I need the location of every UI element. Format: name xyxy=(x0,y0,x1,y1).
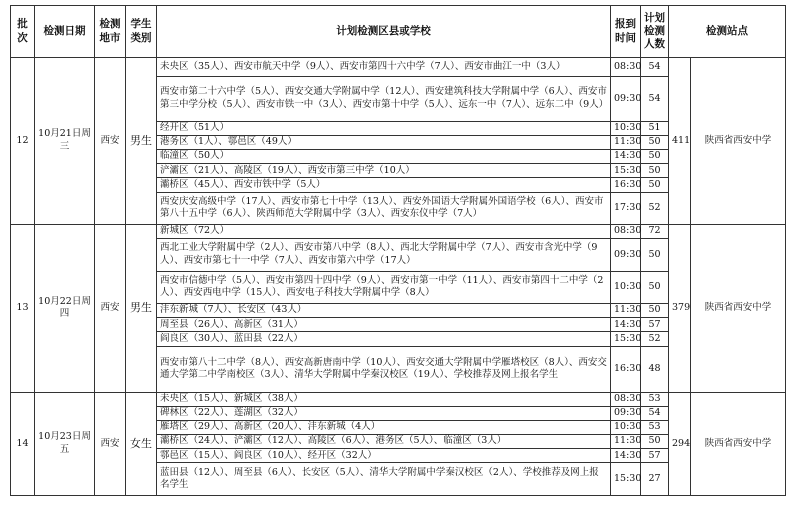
report-time: 16:30 xyxy=(611,346,641,392)
report-time: 14:30 xyxy=(611,449,641,463)
schools-cell: 港务区（1人）、鄠邑区（49人） xyxy=(157,135,611,149)
batch-city: 西安 xyxy=(95,58,126,225)
report-time: 11:30 xyxy=(611,435,641,449)
schools-cell: 浐灞区（21人）、高陵区（19人）、西安市第三中学（10人） xyxy=(157,164,611,178)
report-time: 16:30 xyxy=(611,178,641,192)
schools-cell: 西安庆安高级中学（17人）、西安市第七十中学（13人）、西安外国语大学附属外国语学校（6人）、西安市第八十五中学（6人）、陕西师范大学附属中学（3人）、西安东仪中学（7人） xyxy=(157,192,611,224)
header-station: 检测站点 xyxy=(669,6,786,58)
schools-cell: 灞桥区（24人）、浐灞区（12人）、高陵区（6人）、港务区（5人）、临潼区（3人） xyxy=(157,435,611,449)
batch-category: 女生 xyxy=(126,392,157,495)
schools-cell: 碑林区（22人）、莲湖区（32人） xyxy=(157,406,611,420)
schools-cell: 周至县（26人）、高新区（31人） xyxy=(157,318,611,332)
report-time: 09:30 xyxy=(611,406,641,420)
report-time: 10:30 xyxy=(611,420,641,434)
planned-count: 50 xyxy=(641,150,669,164)
report-time: 15:30 xyxy=(611,164,641,178)
planned-count: 52 xyxy=(641,332,669,346)
report-time: 09:30 xyxy=(611,76,641,121)
planned-count: 50 xyxy=(641,435,669,449)
batch-category: 男生 xyxy=(126,58,157,225)
report-time: 08:30 xyxy=(611,58,641,77)
batch-date: 10月23日周五 xyxy=(35,392,95,495)
report-time: 10:30 xyxy=(611,121,641,135)
schools-cell: 西安市信德中学（5人）、西安市第四十四中学（9人）、西安市第一中学（11人）、西安市第四十二中学（2人）、西安西电中学（15人）、西安电子科技大学附属中学（8人） xyxy=(157,271,611,303)
batch-number: 12 xyxy=(11,58,35,225)
header-city: 检测地市 xyxy=(95,6,126,58)
schools-cell: 未央区（15人）、新城区（38人） xyxy=(157,392,611,406)
batch-total: 411 xyxy=(669,58,691,225)
report-time: 14:30 xyxy=(611,318,641,332)
schools-cell: 阎良区（30人）、蓝田县（22人） xyxy=(157,332,611,346)
report-time: 14:30 xyxy=(611,150,641,164)
table-row xyxy=(11,392,786,406)
planned-count: 50 xyxy=(641,239,669,271)
schools-cell: 灞桥区（45人）、西安市铁中学（5人） xyxy=(157,178,611,192)
schools-cell: 西安市第二十六中学（5人）、西安交通大学附属中学（12人）、西安建筑科技大学附属中学（6人）、西安市第三中学分校（5人）、西安市铁一中（3人）、西安市第十中学（5人）、远东一中（7人）、远东二中（9人） xyxy=(157,76,611,121)
header-date: 检测日期 xyxy=(35,6,95,58)
header-planned: 计划检测人数 xyxy=(641,6,669,58)
planned-count: 53 xyxy=(641,420,669,434)
schedule-table xyxy=(10,5,786,496)
batch-total: 379 xyxy=(669,225,691,393)
planned-count: 72 xyxy=(641,225,669,239)
table-row xyxy=(11,225,786,239)
planned-count: 50 xyxy=(641,271,669,303)
header-batch: 批次 xyxy=(11,6,35,58)
schools-cell: 西北工业大学附属中学（2人）、西安市第八中学（8人）、西北大学附属中学（7人）、西安市含光中学（9人）、西安市第七十一中学（7人）、西安市第六中学（17人） xyxy=(157,239,611,271)
report-time: 17:30 xyxy=(611,192,641,224)
report-time: 11:30 xyxy=(611,135,641,149)
schools-cell: 未央区（35人）、西安市航天中学（9人）、西安市第四十六中学（7人）、西安市曲江一中（3人） xyxy=(157,58,611,77)
planned-count: 57 xyxy=(641,318,669,332)
planned-count: 50 xyxy=(641,304,669,318)
batch-date: 10月21日周三 xyxy=(35,58,95,225)
batch-number: 13 xyxy=(11,225,35,393)
report-time: 09:30 xyxy=(611,239,641,271)
header-row xyxy=(11,6,786,58)
header-time: 报到时间 xyxy=(611,6,641,58)
batch-number: 14 xyxy=(11,392,35,495)
planned-count: 52 xyxy=(641,192,669,224)
report-time: 10:30 xyxy=(611,271,641,303)
planned-count: 54 xyxy=(641,406,669,420)
report-time: 08:30 xyxy=(611,225,641,239)
report-time: 15:30 xyxy=(611,463,641,496)
batch-city: 西安 xyxy=(95,392,126,495)
report-time: 15:30 xyxy=(611,332,641,346)
schools-cell: 临潼区（50人） xyxy=(157,150,611,164)
schools-cell: 沣东新城（7人）、长安区（43人） xyxy=(157,304,611,318)
report-time: 08:30 xyxy=(611,392,641,406)
schools-cell: 蓝田县（12人）、周至县（6人）、长安区（5人）、清华大学附属中学秦汉校区（2人）、学校推荐及网上报名学生 xyxy=(157,463,611,496)
schools-cell: 西安市第八十二中学（8人）、西安高新唐南中学（10人）、西安交通大学附属中学雁塔校区（8人）、西安交通大学第二中学南校区（3人）、清华大学附属中学秦汉校区（19人）、学校推荐及网上报名学生 xyxy=(157,346,611,392)
header-schools: 计划检测区县或学校 xyxy=(157,6,611,58)
batch-city: 西安 xyxy=(95,225,126,393)
schools-cell: 新城区（72人） xyxy=(157,225,611,239)
planned-count: 51 xyxy=(641,121,669,135)
planned-count: 54 xyxy=(641,76,669,121)
batch-total: 294 xyxy=(669,392,691,495)
batch-station: 陕西省西安中学 xyxy=(691,392,786,495)
planned-count: 57 xyxy=(641,449,669,463)
schools-cell: 鄠邑区（15人）、阎良区（10人）、经开区（32人） xyxy=(157,449,611,463)
table-row xyxy=(11,58,786,77)
planned-count: 27 xyxy=(641,463,669,496)
batch-station: 陕西省西安中学 xyxy=(691,225,786,393)
planned-count: 48 xyxy=(641,346,669,392)
planned-count: 50 xyxy=(641,135,669,149)
header-category: 学生类别 xyxy=(126,6,157,58)
batch-category: 男生 xyxy=(126,225,157,393)
report-time: 11:30 xyxy=(611,304,641,318)
planned-count: 50 xyxy=(641,178,669,192)
batch-station: 陕西省西安中学 xyxy=(691,58,786,225)
schools-cell: 经开区（51人） xyxy=(157,121,611,135)
schedule-body xyxy=(11,58,786,496)
planned-count: 50 xyxy=(641,164,669,178)
planned-count: 53 xyxy=(641,392,669,406)
planned-count: 54 xyxy=(641,58,669,77)
schools-cell: 雁塔区（29人）、高新区（20人）、沣东新城（4人） xyxy=(157,420,611,434)
batch-date: 10月22日周四 xyxy=(35,225,95,393)
